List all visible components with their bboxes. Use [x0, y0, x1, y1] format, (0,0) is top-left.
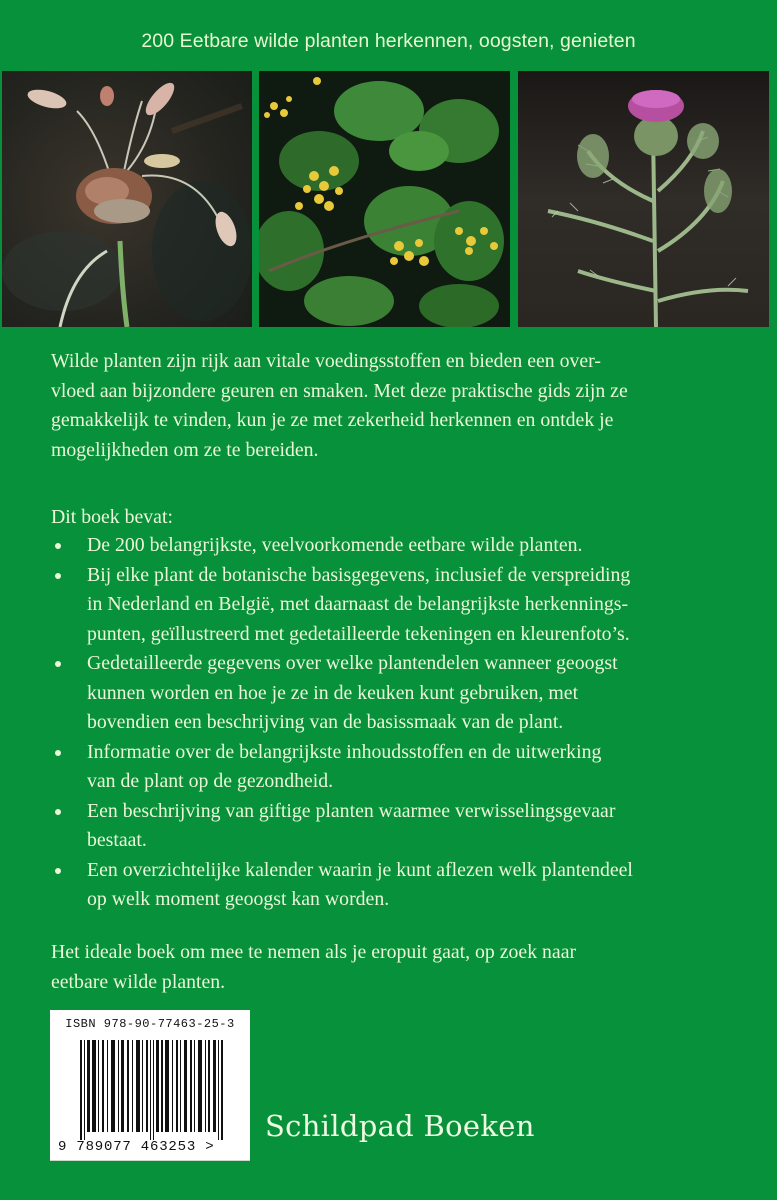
intro-line: mogelijkheden om ze te bereiden. [51, 438, 319, 461]
closing-paragraph [51, 938, 761, 997]
list-item-line: van de plant op de gezondheid. [87, 770, 334, 792]
list-item-line: punten, geïllustreerd met gedetailleerde tekeningen en kleurenfoto’s. [87, 622, 630, 645]
bullet-icon [55, 661, 61, 667]
bullet-icon [55, 868, 61, 874]
list-item [51, 531, 771, 561]
list-item-line: Een overzichtelijke kalender waarin je kunt aflezen welk plantendeel [87, 858, 633, 881]
list-item-line: De 200 belangrijkste, veelvoorkomende eetbare wilde planten. [87, 534, 583, 556]
list-item [51, 561, 771, 650]
list-item-line: kunnen worden en hoe je ze in de keuken kunt gebruiken, met [87, 681, 579, 704]
list-item-line: bestaat. [87, 829, 147, 851]
bullet-icon [55, 543, 61, 549]
bullet-icon [55, 809, 61, 815]
contents-list [51, 531, 771, 915]
list-item-line: in Nederland en België, met daarnaast de belangrijkste herkennings- [87, 593, 629, 615]
ean-digits: 9 789077 463253 > [58, 1139, 215, 1155]
photo-thistle [518, 71, 769, 327]
isbn-barcode [50, 1010, 250, 1160]
list-item [51, 797, 771, 856]
list-item-line: Informatie over de belangrijkste inhoudsstoffen en de uitwerking [87, 740, 602, 763]
list-item-line: Bij elke plant de botanische basisgegevens, inclusief de verspreiding [87, 563, 631, 586]
publisher-name: Schildpad Boeken [265, 1109, 535, 1143]
photo-allium [2, 71, 252, 327]
photo-strip [0, 71, 777, 327]
closing-line: Het ideale boek om mee te nemen als je eropuit gaat, op zoek naar [51, 941, 577, 963]
closing-line: eetbare wilde planten. [51, 970, 226, 993]
bullet-icon [55, 573, 61, 579]
list-item [51, 649, 771, 738]
intro-line: Wilde planten zijn rijk aan vitale voedingsstoffen en bieden een over- [51, 350, 601, 372]
cover-tagline: 200 Eetbare wilde planten herkennen, oogsten, genieten [141, 30, 636, 52]
list-item-line: op welk moment geoogst kan worden. [87, 888, 390, 910]
list-item-line: Een beschrijving van giftige planten waarmee verwisselingsgevaar [87, 799, 616, 822]
photo-yellow-flowers [259, 71, 510, 327]
intro-line: gemakkelijk te vinden, kun je ze met zekerheid herkennen en ontdek je [51, 409, 614, 431]
contents-heading: Dit boek bevat: [51, 506, 173, 528]
list-item [51, 738, 771, 797]
bullet-icon [55, 750, 61, 756]
intro-paragraph [51, 347, 761, 465]
isbn-label: ISBN 978-90-77463-25-3 [65, 1017, 235, 1031]
barcode-icon [80, 1040, 240, 1140]
list-item-line: bovendien een beschrijving van de basissmaak van de plant. [87, 711, 564, 733]
intro-line: vloed aan bijzondere geuren en smaken. Met deze praktische gids zijn ze [51, 379, 628, 402]
list-item [51, 856, 771, 915]
list-item-line: Gedetailleerde gegevens over welke plantendelen wanneer geoogst [87, 652, 618, 674]
